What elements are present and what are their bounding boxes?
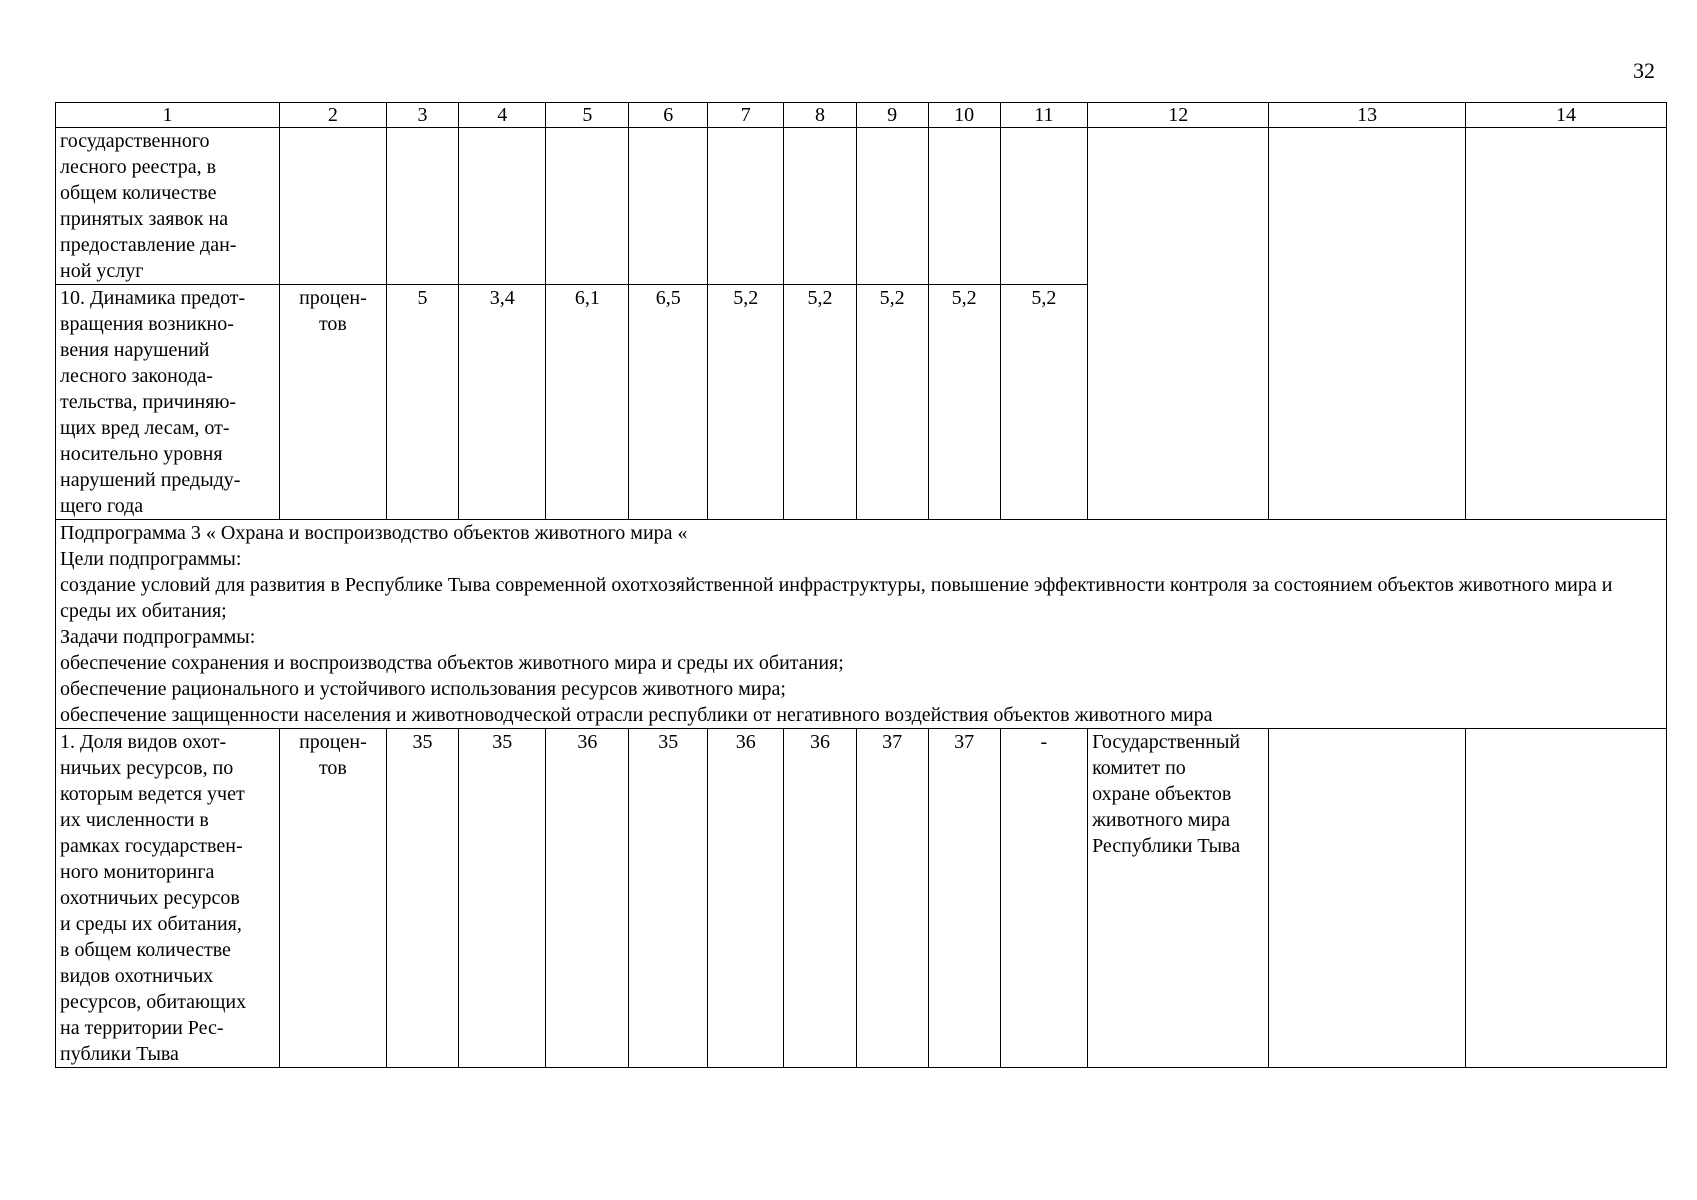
text-line: лесного реестра, в <box>60 156 217 178</box>
table-row <box>56 729 1667 1068</box>
value-cell: 36 <box>708 729 784 1068</box>
text-line: носительно уровня <box>60 443 223 465</box>
subprogram-title: Подпрограмма 3 « Охрана и воспроизводство объектов животного мира « <box>60 522 688 544</box>
table-row <box>56 128 1667 285</box>
empty-cell <box>784 128 856 285</box>
text-line: и среды их обитания, <box>60 913 242 935</box>
empty-cell <box>279 128 386 285</box>
text-line: на территории Рес- <box>60 1017 224 1039</box>
text-line: которым ведется учет <box>60 783 245 805</box>
value-cell: 5,2 <box>928 285 1000 520</box>
text-line: охотничьих ресурсов <box>60 887 240 909</box>
header-cell: 8 <box>784 103 856 128</box>
task-text: обеспечение защищенности населения и животноводческой отрасли республики от негативного воздействия объектов животного мира <box>60 704 1213 726</box>
text-line: 10. Динамика предот- <box>60 287 246 309</box>
responsible-cell <box>1088 729 1269 1068</box>
header-cell: 1 <box>56 103 280 128</box>
text-line: вращения возникно- <box>60 313 234 335</box>
text-line: их численности в <box>60 809 209 831</box>
text-line: щих вред лесам, от- <box>60 417 230 439</box>
header-cell: 14 <box>1465 103 1666 128</box>
value-cell: 35 <box>629 729 708 1068</box>
header-cell: 6 <box>629 103 708 128</box>
value-cell: 5 <box>386 285 458 520</box>
empty-cell <box>1465 729 1666 1068</box>
text-line: государственного <box>60 130 210 152</box>
text-line: тельства, причиняю- <box>60 391 237 413</box>
value-cell: 36 <box>546 729 629 1068</box>
text-line: 1. Доля видов охот- <box>60 731 227 753</box>
indicator-name-continuation <box>56 128 280 285</box>
text-line: предоставление дан- <box>60 234 237 256</box>
text-line: охране объектов <box>1092 783 1232 805</box>
header-cell: 7 <box>708 103 784 128</box>
text-line: видов охотничьих <box>60 965 214 987</box>
indicator-name <box>56 729 280 1068</box>
empty-cell <box>1269 729 1466 1068</box>
goals-heading: Цели подпрограммы: <box>60 548 242 570</box>
value-cell: 5,2 <box>708 285 784 520</box>
text-line: ресурсов, обитающих <box>60 991 247 1013</box>
value-cell: 35 <box>386 729 458 1068</box>
text-line: Республики Тыва <box>1092 835 1241 857</box>
goal-text: создание условий для развития в Республике Тыва современной охотхозяйственной инфраструктуры, повышение эффективности контроля за состоянием объектов животного мира и среды их обитания; <box>60 574 1613 622</box>
header-cell: 11 <box>1000 103 1087 128</box>
value-cell: 35 <box>459 729 546 1068</box>
value-cell: - <box>1000 729 1087 1068</box>
header-cell: 9 <box>856 103 928 128</box>
empty-cell <box>459 128 546 285</box>
subprogram-description <box>56 520 1667 729</box>
value-cell: 5,2 <box>856 285 928 520</box>
task-text: обеспечение рационального и устойчивого использования ресурсов животного мира; <box>60 678 786 700</box>
text-line: рамках государствен- <box>60 835 243 857</box>
empty-cell <box>386 128 458 285</box>
task-text: обеспечение сохранения и воспроизводства объектов животного мира и среды их обитания; <box>60 652 844 674</box>
value-cell: 36 <box>784 729 856 1068</box>
unit-cell <box>279 285 386 520</box>
empty-cell <box>1465 128 1666 520</box>
text-line: нарушений предыду- <box>60 469 241 491</box>
tasks-heading: Задачи подпрограммы: <box>60 626 256 648</box>
text-line: лесного законода- <box>60 365 213 387</box>
empty-cell <box>708 128 784 285</box>
empty-cell <box>1000 128 1087 285</box>
text-line: вения нарушений <box>60 339 210 361</box>
empty-cell <box>928 128 1000 285</box>
header-cell: 2 <box>279 103 386 128</box>
value-cell: 37 <box>856 729 928 1068</box>
text-line: ного мониторинга <box>60 861 215 883</box>
header-cell: 5 <box>546 103 629 128</box>
text-line: тов <box>318 313 347 335</box>
value-cell: 3,4 <box>459 285 546 520</box>
text-line: животного мира <box>1092 809 1231 831</box>
text-line: щего года <box>60 495 144 517</box>
header-cell: 4 <box>459 103 546 128</box>
value-cell: 5,2 <box>784 285 856 520</box>
text-line: процен- <box>299 731 367 753</box>
header-cell: 12 <box>1088 103 1269 128</box>
text-line: Государственный <box>1092 731 1241 753</box>
text-line: тов <box>318 757 347 779</box>
page-number: 32 <box>1633 58 1655 83</box>
unit-cell <box>279 729 386 1068</box>
text-line: процен- <box>299 287 367 309</box>
empty-cell <box>1088 128 1269 520</box>
empty-cell <box>1269 128 1466 520</box>
text-line: ничьих ресурсов, по <box>60 757 234 779</box>
header-cell: 13 <box>1269 103 1466 128</box>
text-line: публики Тыва <box>60 1043 179 1065</box>
text-line: ной услуг <box>60 260 144 282</box>
indicators-table <box>55 102 1667 1068</box>
text-line: в общем количестве <box>60 939 231 961</box>
header-row <box>56 103 1667 128</box>
empty-cell <box>546 128 629 285</box>
value-cell: 37 <box>928 729 1000 1068</box>
header-cell: 3 <box>386 103 458 128</box>
value-cell: 6,5 <box>629 285 708 520</box>
text-line: комитет по <box>1092 757 1186 779</box>
text-line: принятых заявок на <box>60 208 229 230</box>
value-cell: 5,2 <box>1000 285 1087 520</box>
value-cell: 6,1 <box>546 285 629 520</box>
empty-cell <box>629 128 708 285</box>
header-cell: 10 <box>928 103 1000 128</box>
subprogram-row <box>56 520 1667 729</box>
indicator-name <box>56 285 280 520</box>
text-line: общем количестве <box>60 182 217 204</box>
empty-cell <box>856 128 928 285</box>
